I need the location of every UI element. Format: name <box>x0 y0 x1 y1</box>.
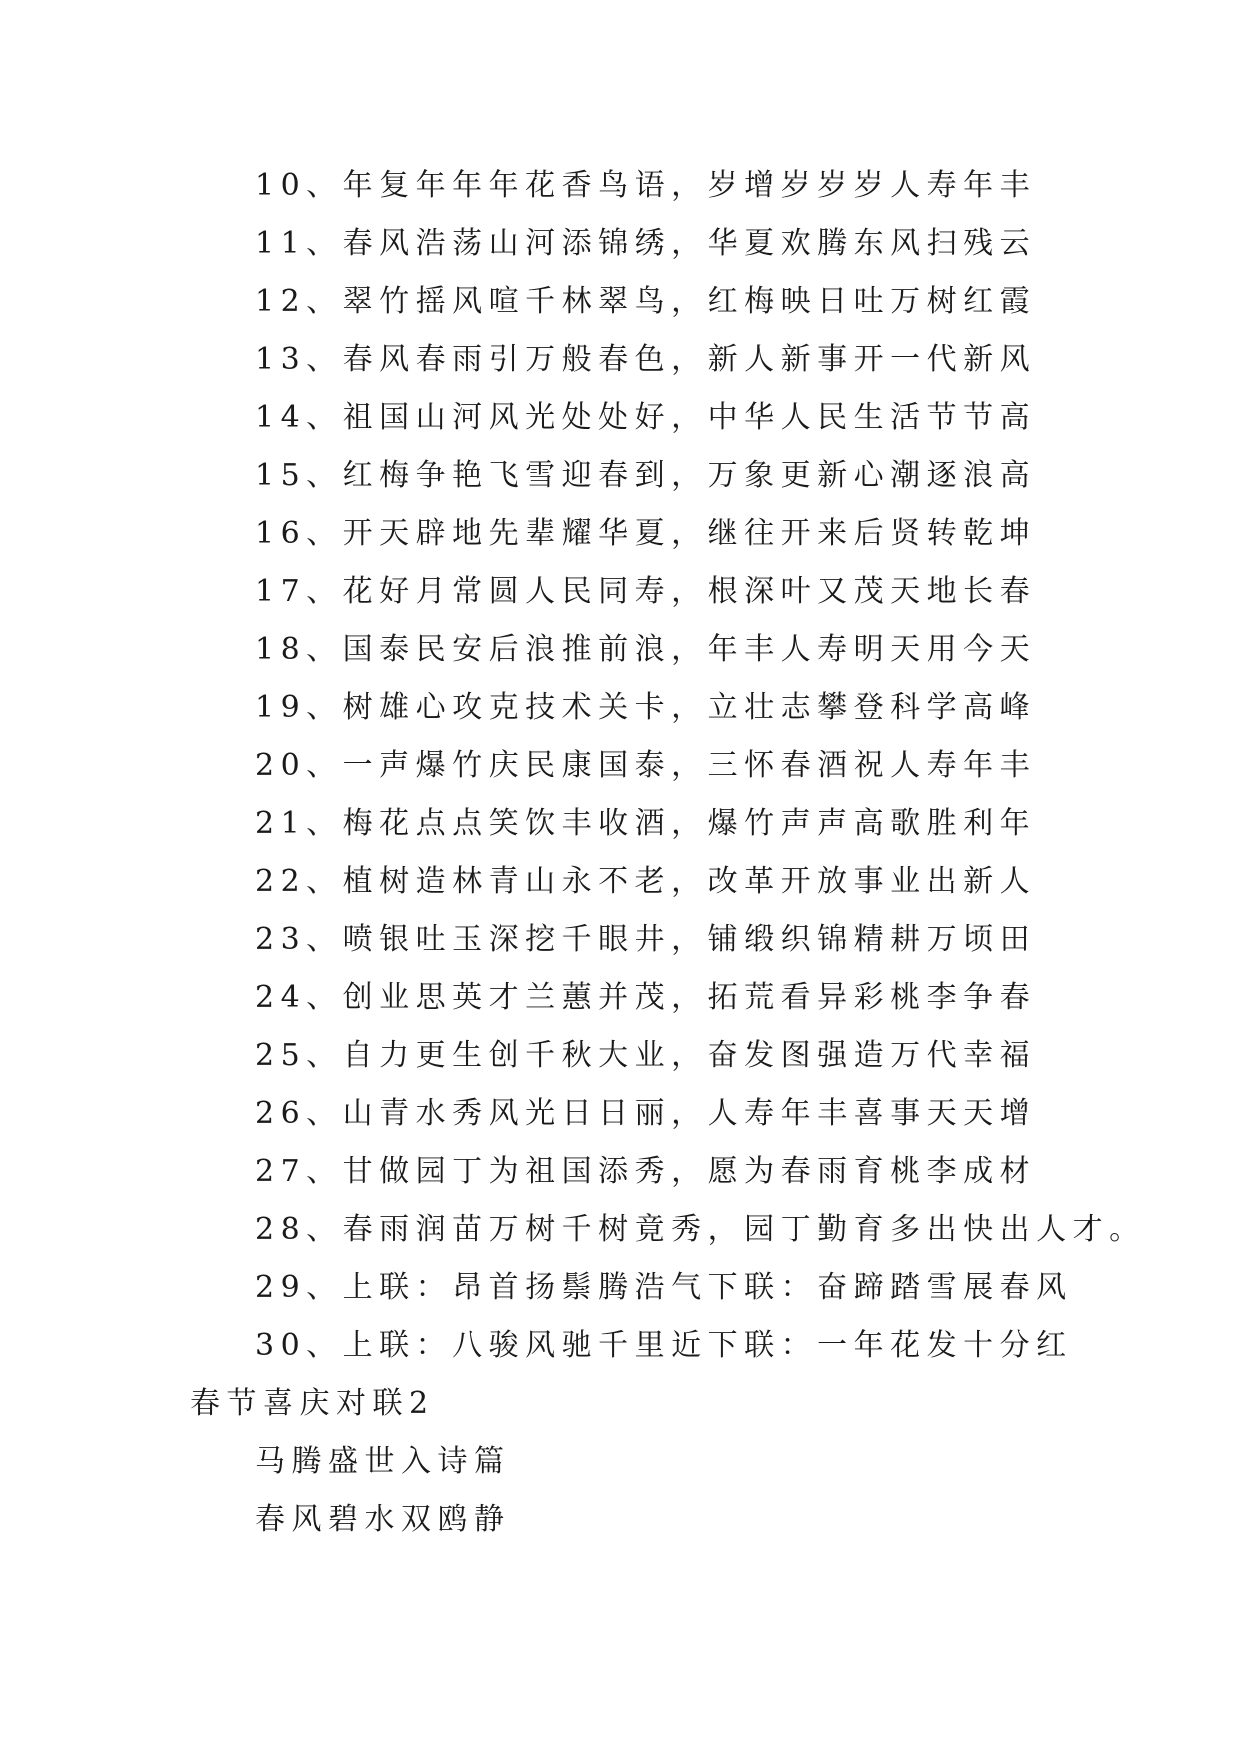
couplet-line: 20、一声爆竹庆民康国泰，三怀春酒祝人寿年丰 <box>255 748 1037 783</box>
couplet-line: 18、国泰民安后浪推前浪，年丰人寿明天用今天 <box>255 632 1037 667</box>
section-title: 春节喜庆对联2 <box>190 1386 435 1421</box>
couplet-line: 27、甘做园丁为祖国添秀，愿为春雨育桃李成材 <box>255 1154 1037 1189</box>
couplet-line: 16、开天辟地先辈耀华夏，继往开来后贤转乾坤 <box>255 516 1037 551</box>
couplet-line: 28、春雨润苗万树千树竟秀，园丁勤育多出快出人才。 <box>255 1212 1146 1247</box>
couplet-line: 21、梅花点点笑饮丰收酒，爆竹声声高歌胜利年 <box>255 806 1037 841</box>
section-line: 马腾盛世入诗篇 <box>255 1444 511 1479</box>
couplet-line: 23、喷银吐玉深挖千眼井，铺缎织锦精耕万顷田 <box>255 922 1037 957</box>
couplet-line: 22、植树造林青山永不老，改革开放事业出新人 <box>255 864 1037 899</box>
couplet-line: 10、年复年年年花香鸟语，岁增岁岁岁人寿年丰 <box>255 168 1037 203</box>
couplet-line: 15、红梅争艳飞雪迎春到，万象更新心潮逐浪高 <box>255 458 1037 493</box>
couplet-line: 11、春风浩荡山河添锦绣，华夏欢腾东风扫残云 <box>255 226 1037 261</box>
couplet-line: 12、翠竹摇风喧千林翠鸟，红梅映日吐万树红霞 <box>255 284 1037 319</box>
couplet-line: 13、春风春雨引万般春色，新人新事开一代新风 <box>255 342 1037 377</box>
couplet-line: 14、祖国山河风光处处好，中华人民生活节节高 <box>255 400 1037 435</box>
couplet-line: 17、花好月常圆人民同寿，根深叶又茂天地长春 <box>255 574 1037 609</box>
section-line: 春风碧水双鸥静 <box>255 1502 511 1537</box>
couplet-line: 25、自力更生创千秋大业，奋发图强造万代幸福 <box>255 1038 1037 1073</box>
couplet-line: 26、山青水秀风光日日丽，人寿年丰喜事天天增 <box>255 1096 1037 1131</box>
couplet-line: 29、上联：昂首扬鬃腾浩气下联：奋蹄踏雪展春风 <box>255 1270 1073 1305</box>
couplet-line: 24、创业思英才兰蕙并茂，拓荒看异彩桃李争春 <box>255 980 1037 1015</box>
couplet-line: 19、树雄心攻克技术关卡，立壮志攀登科学高峰 <box>255 690 1037 725</box>
couplet-line: 30、上联：八骏风驰千里近下联：一年花发十分红 <box>255 1328 1073 1363</box>
